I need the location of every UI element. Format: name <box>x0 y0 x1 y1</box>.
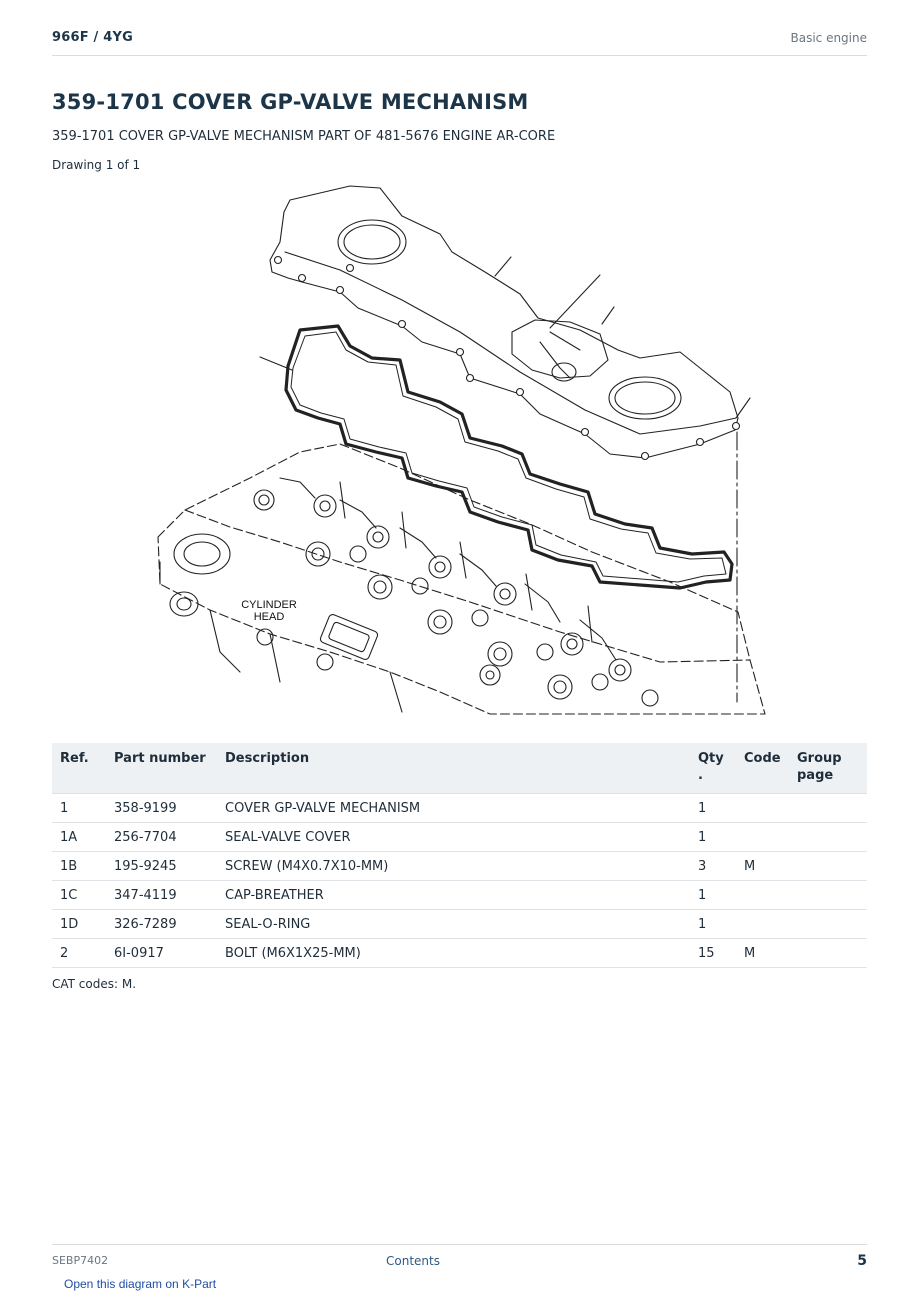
part-number-cell: 358-9199 <box>106 794 217 823</box>
group-page-cell <box>789 881 867 910</box>
group-header-line1: Group <box>797 751 842 766</box>
leader-line <box>550 275 600 328</box>
table-row <box>52 910 867 939</box>
ref-cell: 1A <box>52 823 106 852</box>
ref-cell: 1B <box>52 852 106 881</box>
group-page-cell <box>789 794 867 823</box>
code-cell <box>736 881 789 910</box>
page-header <box>52 28 867 56</box>
qty-cell: 1 <box>690 910 736 939</box>
parts-table <box>52 743 867 968</box>
ref-cell: 1 <box>52 794 106 823</box>
part-number-cell: 6I-0917 <box>106 939 217 968</box>
description-cell: CAP-BREATHER <box>217 881 690 910</box>
qty-cell: 1 <box>690 881 736 910</box>
valve-cover-outline <box>270 186 738 458</box>
machine-model: 966F / 4YG <box>52 30 133 45</box>
document-id: SEBP7402 <box>52 1254 109 1267</box>
table-header-row <box>52 743 867 794</box>
leader-line <box>495 257 511 276</box>
ref-cell: 1C <box>52 881 106 910</box>
part-number-cell: 195-9245 <box>106 852 217 881</box>
drawing-count: Drawing 1 of 1 <box>52 158 141 172</box>
column-header-description: Description <box>217 743 690 794</box>
parts-diagram <box>140 182 780 717</box>
description-cell: SCREW (M4X0.7X10-MM) <box>217 852 690 881</box>
qty-header-line2: . <box>698 768 703 783</box>
column-header-code: Code <box>736 743 789 794</box>
cylinder-head-outline <box>158 444 765 714</box>
page-subtitle: 359-1701 COVER GP-VALVE MECHANISM PART OF 481-5676 ENGINE AR-CORE <box>52 129 556 144</box>
table-row <box>52 881 867 910</box>
code-cell <box>736 794 789 823</box>
group-page-cell <box>789 852 867 881</box>
breather-cap <box>512 320 608 378</box>
table-row <box>52 794 867 823</box>
section-name: Basic engine <box>790 31 867 45</box>
part-number-cell: 256-7704 <box>106 823 217 852</box>
oil-filler-port-right <box>609 377 681 419</box>
page-footer <box>52 1244 867 1274</box>
code-cell <box>736 823 789 852</box>
ref-cell: 1D <box>52 910 106 939</box>
column-header-qty <box>690 743 736 794</box>
description-cell: BOLT (M6X1X25-MM) <box>217 939 690 968</box>
column-header-ref: Ref. <box>52 743 106 794</box>
qty-header-line1: Qty <box>698 751 724 766</box>
part-number-cell: 347-4119 <box>106 881 217 910</box>
table-row <box>52 939 867 968</box>
description-cell: SEAL-O-RING <box>217 910 690 939</box>
description-cell: COVER GP-VALVE MECHANISM <box>217 794 690 823</box>
leader-line <box>602 307 614 324</box>
group-page-cell <box>789 910 867 939</box>
qty-cell: 1 <box>690 823 736 852</box>
page-title: 359-1701 COVER GP-VALVE MECHANISM <box>52 90 529 114</box>
table-row <box>52 823 867 852</box>
table-row <box>52 852 867 881</box>
leader-line <box>736 398 750 418</box>
group-header-line2: page <box>797 768 834 783</box>
column-header-part-number: Part number <box>106 743 217 794</box>
cylinder-head-label: HEAD <box>253 611 285 623</box>
group-page-cell <box>789 939 867 968</box>
qty-cell: 3 <box>690 852 736 881</box>
group-page-cell <box>789 823 867 852</box>
cylinder-head-label: CYLINDER <box>241 599 297 611</box>
ref-cell: 2 <box>52 939 106 968</box>
page-number: 5 <box>857 1253 867 1269</box>
qty-cell: 15 <box>690 939 736 968</box>
code-cell <box>736 910 789 939</box>
code-cell: M <box>736 852 789 881</box>
column-header-group-page <box>789 743 867 794</box>
cat-codes-note: CAT codes: M. <box>52 977 137 991</box>
open-in-kpart-link[interactable]: Open this diagram on K-Part <box>64 1277 217 1291</box>
part-number-cell: 326-7289 <box>106 910 217 939</box>
qty-cell: 1 <box>690 794 736 823</box>
code-cell: M <box>736 939 789 968</box>
description-cell: SEAL-VALVE COVER <box>217 823 690 852</box>
contents-link[interactable]: Contents <box>386 1254 440 1268</box>
oil-filler-port-left <box>338 220 406 264</box>
